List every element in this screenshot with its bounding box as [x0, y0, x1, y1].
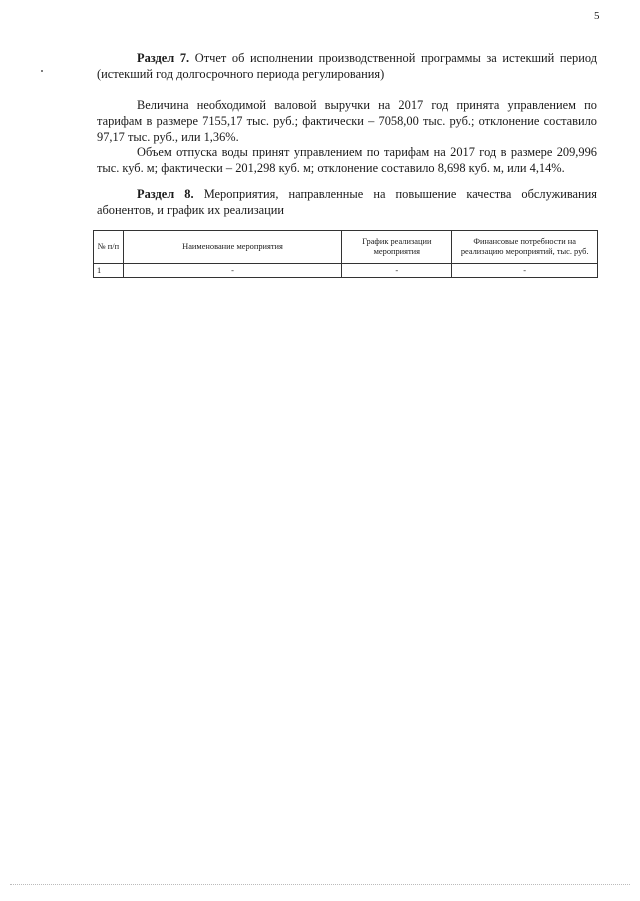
section-7-title: Отчет об исполнении производственной программы за истекший период (истекший год долгосрочного периода регулирования) [97, 51, 597, 81]
paragraph-revenue: Величина необходимой валовой выручки на 2017 год принята управлением по тарифам в размере 7155,17 тыс. руб.; фактически – 7058,00 тыс. руб.; отклонение составило 97,17 тыс. руб., или 1,36%. [97, 98, 597, 144]
cell-no: 1 [94, 264, 124, 278]
cell-schedule: - [342, 264, 452, 278]
section-8-title: Мероприятия, направленные на повышение качества обслуживания абонентов, и график их реализации [97, 187, 597, 217]
scan-edge-line [10, 884, 630, 885]
scan-speck [41, 70, 43, 72]
header-name: Наименование мероприятия [123, 231, 342, 264]
section-8-heading [97, 186, 597, 218]
page-number: 5 [594, 10, 600, 22]
paragraph-volume: Объем отпуска воды принят управлением по тарифам на 2017 год в размере 209,996 тыс. куб. м; фактически – 201,298 куб. м; отклонение составило 8,698 куб. м, или 4,14%. [97, 145, 597, 175]
measures-table [93, 230, 598, 278]
header-finance: Финансовые потребности на реализацию мероприятий, тыс. руб. [452, 231, 598, 264]
section-7-label: Раздел 7. [137, 51, 190, 65]
cell-name: - [123, 264, 342, 278]
table-row [94, 264, 598, 278]
cell-finance: - [452, 264, 598, 278]
section-7-heading [97, 50, 597, 82]
header-no: № п/п [94, 231, 124, 264]
section-8-label: Раздел 8. [137, 187, 194, 201]
header-schedule: График реализации мероприятия [342, 231, 452, 264]
table-header-row [94, 231, 598, 264]
